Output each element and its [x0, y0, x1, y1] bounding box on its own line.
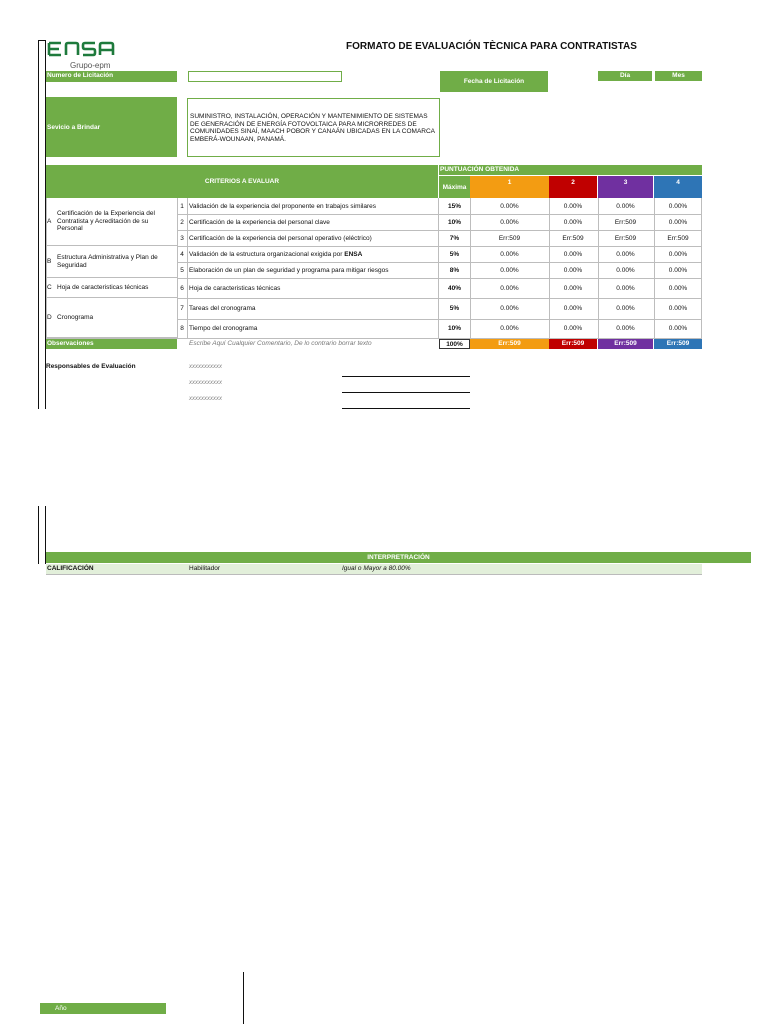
criteria-row-text: Certificación de la experiencia del personal operativo (eléctrico): [189, 234, 372, 242]
score-cell[interactable]: 0.00%: [668, 284, 688, 292]
servicio-label: Sevicio a Brindar: [46, 97, 177, 157]
calificacion-criterio: Igual o Mayor a 80.00%: [342, 565, 411, 572]
score-cell[interactable]: 0.00%: [616, 202, 635, 210]
criteria-row-description: [189, 262, 438, 278]
responsable-name-3: xxxxxxxxxxx: [189, 396, 222, 402]
calificacion-label: CALIFICACIÓN: [47, 565, 94, 572]
signature-line-2[interactable]: [342, 392, 470, 393]
criteria-row-number: 7: [180, 305, 184, 312]
maxima-header: Máxima: [439, 176, 470, 198]
criteria-row-max: 8%: [449, 266, 460, 274]
criteria-row-number: 5: [180, 266, 184, 274]
criteria-row-description: [189, 246, 438, 262]
score-cell[interactable]: 0.00%: [668, 250, 688, 258]
score-cell[interactable]: 0.00%: [500, 202, 519, 210]
score-cell[interactable]: 0.00%: [616, 284, 635, 292]
puntuacion-header: PUNTUACIÓN OBTENIDA: [439, 165, 702, 175]
criteria-row-text: Hoja de caracteristicas técnicas: [189, 284, 281, 292]
score-cell[interactable]: 0.00%: [616, 250, 635, 258]
calificacion-value: Habilitador: [189, 565, 221, 572]
criteria-group: [46, 298, 177, 338]
score-cell[interactable]: Err:509: [614, 218, 637, 226]
criteria-group-letter: D: [47, 314, 52, 321]
criteria-row-text: Certificación de la experiencia del personal clave: [189, 218, 330, 226]
criteria-row-bold-text: ENSA: [344, 250, 363, 258]
criteria-row-description: [189, 319, 438, 338]
logo-subtitle: Grupo-epm: [70, 61, 111, 70]
criteria-group-letter: C: [47, 284, 52, 291]
score-cell[interactable]: Err:509: [667, 234, 689, 242]
page-title: FORMATO DE EVALUACIÓN TÈCNICA PARA CONTRATISTAS: [346, 41, 637, 52]
score-cell[interactable]: 0.00%: [563, 266, 583, 274]
score-cell[interactable]: 0.00%: [500, 284, 519, 292]
servicio-box[interactable]: [187, 98, 440, 157]
score-cell[interactable]: Err:509: [562, 234, 584, 242]
responsable-name-1: xxxxxxxxxxx: [189, 364, 222, 370]
servicio-text: SUMINISTRO, INSTALACIÓN, OPERACIÓN Y MANTENIMIENTO DE SISTEMAS DE GENERACIÓN DE ENERGÍA FOTOVOLTAICA PARA MICRORREDES DE COMUNIDADES SINAÍ, MAACH POBOR Y CANAÁN UBICADAS EN LA COMARCA EMBERÁ-WOUNAAN, PANAMÁ.: [190, 113, 435, 143]
licitacion-label: Numero de Licitación: [46, 71, 177, 82]
criteria-row-number: 4: [180, 250, 184, 258]
criteria-group-letter: A: [47, 218, 52, 225]
criteria-group-letter: B: [47, 258, 52, 265]
score-col-header-4: 4: [654, 176, 702, 198]
observaciones-label: Observaciones: [46, 339, 177, 349]
criteria-row-description: [189, 278, 438, 298]
criteria-row-max: 7%: [449, 234, 460, 242]
criteria-row-text: Tareas del cronograma: [189, 305, 256, 312]
score-cell[interactable]: 0.00%: [563, 250, 583, 258]
left-border-line: [38, 40, 39, 409]
criteria-row-number: 6: [180, 284, 184, 292]
responsable-name-2: xxxxxxxxxxx: [189, 380, 222, 386]
signature-line-1[interactable]: [342, 376, 470, 377]
criteria-row-max: 15%: [447, 202, 461, 210]
fecha-label: Fecha de Licitación: [440, 71, 548, 92]
score-cell[interactable]: Err:509: [498, 234, 521, 242]
score-col-header-2: 2: [549, 176, 597, 198]
score-cell[interactable]: 0.00%: [668, 305, 688, 312]
ensa-logo: [47, 38, 127, 60]
criteria-group-name: Cronograma: [57, 313, 94, 321]
score-cell[interactable]: 0.00%: [616, 325, 635, 332]
criteria-row-number: 2: [180, 218, 184, 226]
criteria-row-number: 1: [180, 202, 184, 210]
interpretacion-header: INTERPRETRACIÓN: [46, 552, 751, 563]
score-col-header-1: 1: [470, 176, 549, 198]
score-total-4: Err:509: [654, 339, 702, 349]
responsables-label: Responsables de Evaluación: [46, 363, 136, 370]
criteria-group: [46, 278, 177, 298]
criteria-row-number: 8: [180, 325, 184, 332]
score-total-1: Err:509: [470, 339, 549, 349]
score-cell[interactable]: 0.00%: [668, 325, 688, 332]
score-cell[interactable]: 0.00%: [563, 305, 583, 312]
mes-label: Mes: [655, 71, 702, 81]
score-cell[interactable]: 0.00%: [563, 202, 583, 210]
criteria-row-text: Elaboración de un plan de seguridad y programa para mitigar riesgos: [189, 266, 389, 274]
criteria-row-text: Validación de la estructura organizacional exigida por: [189, 250, 343, 258]
score-total-3: Err:509: [598, 339, 653, 349]
ano-label: Año: [40, 1003, 166, 1014]
criteria-row-max: 10%: [447, 325, 461, 332]
criteria-row-description: [189, 230, 438, 246]
criteria-row-description: [189, 214, 438, 230]
criteria-row-max: 5%: [449, 305, 460, 312]
ensa-logo-mark: [47, 38, 127, 60]
score-cell[interactable]: 0.00%: [668, 218, 688, 226]
observaciones-input[interactable]: Escribe Aquí Cualquier Comentario, De lo contrario borrar texto: [189, 340, 372, 347]
criteria-row-description: [189, 198, 438, 214]
licitacion-input[interactable]: [188, 71, 342, 82]
criteria-row-number: 3: [180, 234, 184, 242]
table-col-divider: [187, 198, 188, 339]
dia-label: Día: [598, 71, 652, 81]
score-cell[interactable]: 0.00%: [500, 250, 519, 258]
footer-divider-line: [243, 972, 244, 1024]
criteria-row-max: 40%: [447, 284, 461, 292]
score-cell[interactable]: 0.00%: [500, 305, 519, 312]
criteria-group-name: Hoja de caracteristicas técnicas: [57, 283, 149, 291]
left-border-line-2: [38, 506, 39, 564]
criteria-group-name: Estructura Administrativa y Plan de Seguridad: [57, 254, 158, 269]
criteria-row-max: 5%: [449, 250, 460, 258]
criteria-row-description: [189, 298, 438, 319]
score-cell[interactable]: 0.00%: [500, 325, 519, 332]
score-cell[interactable]: 0.00%: [563, 218, 583, 226]
score-cell[interactable]: 0.00%: [668, 202, 688, 210]
criteria-row-text: Validación de la experiencia del proponente en trabajos similares: [189, 202, 377, 210]
criteria-row-text: Tiempo del cronograma: [189, 325, 258, 332]
criteria-row-max: 10%: [447, 218, 461, 226]
criteria-group: [46, 246, 177, 278]
criteria-group: [46, 198, 177, 246]
score-col-header-3: 3: [598, 176, 653, 198]
score-cell[interactable]: 0.00%: [500, 266, 519, 274]
score-cell[interactable]: 0.00%: [616, 305, 635, 312]
score-total-2: Err:509: [549, 339, 597, 349]
criterios-header: CRITERIOS A EVALUAR: [46, 165, 438, 198]
total-maxima: 100%: [439, 339, 470, 349]
score-cell[interactable]: 0.00%: [668, 266, 688, 274]
score-cell[interactable]: 0.00%: [500, 218, 519, 226]
criteria-group-name: Certificación de la Experiencia del Contratista y Acreditación de su Personal: [57, 210, 155, 233]
signature-line-3[interactable]: [342, 408, 470, 409]
score-cell[interactable]: Err:509: [614, 234, 637, 242]
score-cell[interactable]: 0.00%: [616, 266, 635, 274]
score-cell[interactable]: 0.00%: [563, 325, 583, 332]
score-cell[interactable]: 0.00%: [563, 284, 583, 292]
